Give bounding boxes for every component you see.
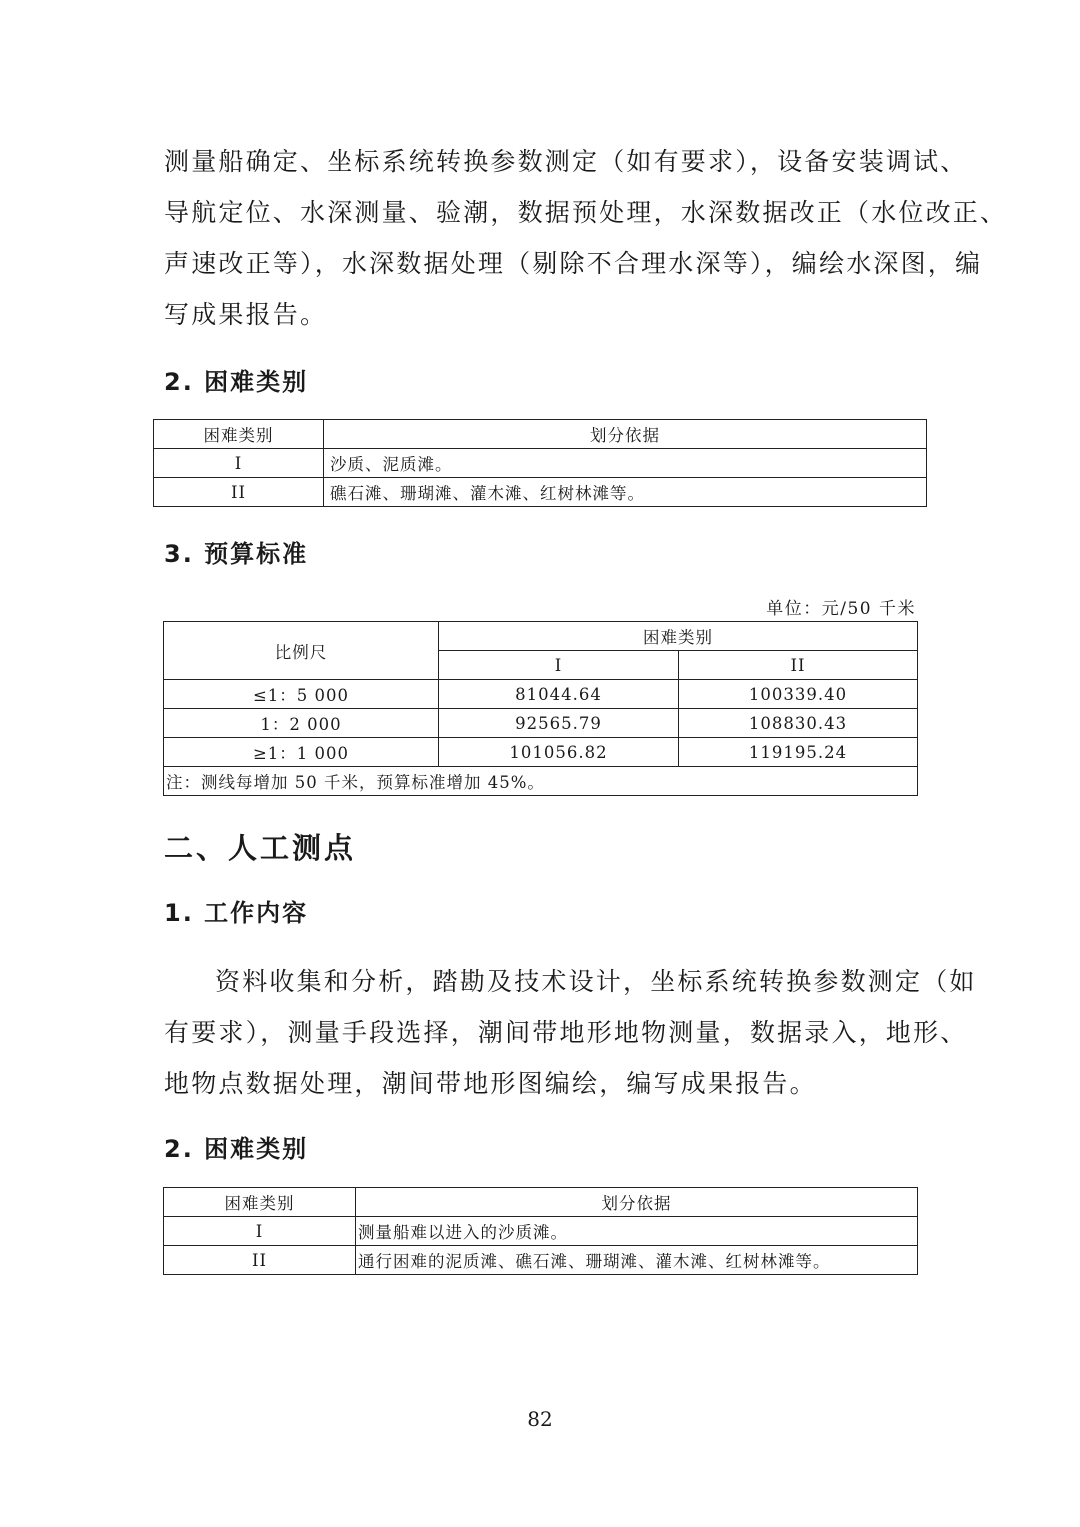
class-cell: II [164, 1246, 356, 1275]
value-cell: 81044.64 [439, 680, 679, 709]
table-row [164, 680, 918, 709]
section-title: 二、人工测点 [164, 831, 357, 865]
table-note: 注：测线每增加 50 千米，预算标准增加 45%。 [164, 767, 918, 796]
value-cell: 119195.24 [679, 738, 918, 767]
value-cell: 92565.79 [439, 709, 679, 738]
intro-paragraph [164, 136, 1008, 340]
class-cell: II [154, 478, 324, 507]
scale-cell: ≤1：5 000 [164, 680, 439, 709]
basis-cell: 礁石滩、珊瑚滩、灌木滩、红树林滩等。 [324, 478, 927, 507]
page-number: 82 [527, 1407, 553, 1431]
value-cell: 108830.43 [679, 709, 918, 738]
budget-heading: 3. 预算标准 [164, 540, 309, 568]
class-header: 困难类别 [439, 622, 918, 651]
scale-cell: 1：2 000 [164, 709, 439, 738]
intro-line: 写成果报告。 [164, 300, 328, 329]
table-row [154, 478, 927, 507]
header-cell: 划分依据 [324, 420, 927, 449]
difficulty-table [163, 1187, 918, 1275]
basis-cell: 测量船难以进入的沙质滩。 [356, 1217, 918, 1246]
header-cell: 困难类别 [164, 1188, 356, 1217]
work-paragraph [164, 956, 977, 1109]
difficulty-table [153, 419, 927, 507]
work-line: 地物点数据处理，潮间带地形图编绘，编写成果报告。 [164, 1069, 817, 1098]
value-cell: 101056.82 [439, 738, 679, 767]
basis-cell: 沙质、泥质滩。 [324, 449, 927, 478]
scale-header: 比例尺 [164, 622, 439, 680]
class-col-header: II [679, 651, 918, 680]
scale-cell: ≥1：1 000 [164, 738, 439, 767]
table-header-row [164, 622, 918, 651]
class-cell: I [164, 1217, 356, 1246]
intro-line: 测量船确定、坐标系统转换参数测定（如有要求），设备安装调试、 [164, 147, 968, 176]
table-header-row [164, 1188, 918, 1217]
table-row [154, 449, 927, 478]
table-row [164, 1217, 918, 1246]
work-line: 有要求），测量手段选择，潮间带地形地物测量，数据录入，地形、 [164, 1018, 968, 1047]
header-cell: 困难类别 [154, 420, 324, 449]
class-cell: I [154, 449, 324, 478]
intro-line: 声速改正等），水深数据处理（剔除不合理水深等），编绘水深图，编 [164, 249, 983, 278]
class-col-header: I [439, 651, 679, 680]
table-note-row [164, 767, 918, 796]
table-row [164, 709, 918, 738]
budget-unit: 单位：元/50 千米 [766, 599, 916, 619]
table-header-row [154, 420, 927, 449]
basis-cell: 通行困难的泥质滩、礁石滩、珊瑚滩、灌木滩、红树林滩等。 [356, 1246, 918, 1275]
difficulty-heading: 2. 困难类别 [164, 1135, 309, 1163]
intro-line: 导航定位、水深测量、验潮，数据预处理，水深数据改正（水位改正、 [164, 198, 1008, 227]
table-row [164, 738, 918, 767]
work-line: 资料收集和分析，踏勘及技术设计，坐标系统转换参数测定（如 [215, 967, 977, 996]
budget-table [163, 621, 918, 796]
header-cell: 划分依据 [356, 1188, 918, 1217]
difficulty-heading: 2. 困难类别 [164, 368, 309, 396]
table-row [164, 1246, 918, 1275]
work-heading: 1. 工作内容 [164, 899, 309, 927]
value-cell: 100339.40 [679, 680, 918, 709]
